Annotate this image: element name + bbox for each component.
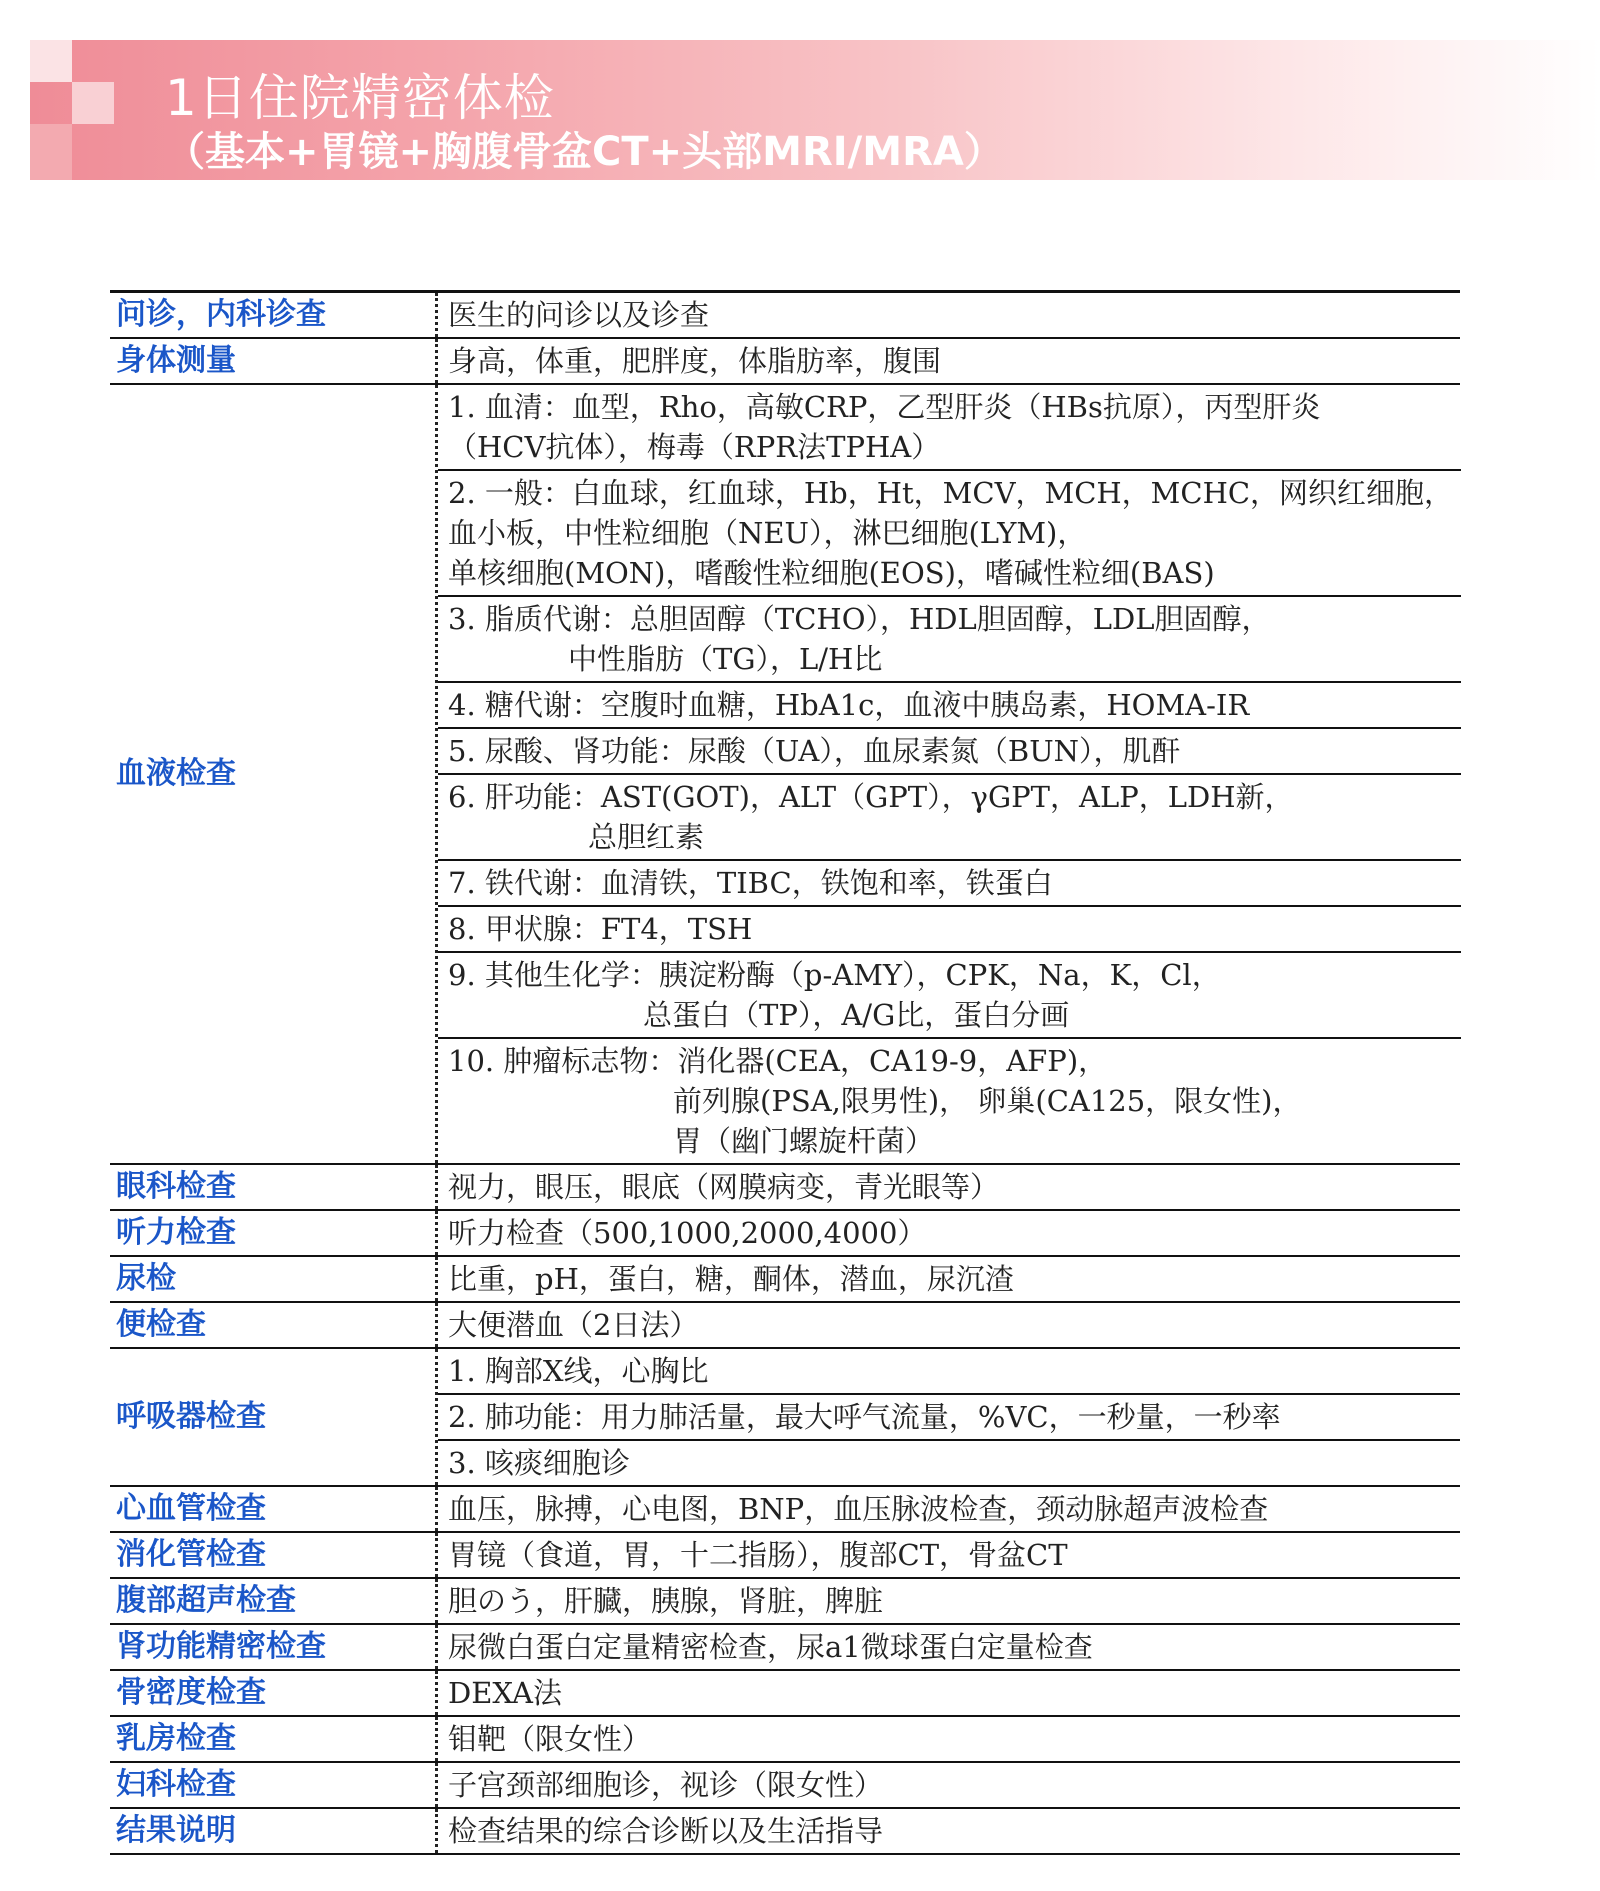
decor-square: [30, 40, 72, 82]
table-row: [110, 1763, 1460, 1809]
item-line: 3. 脂质代谢：总胆固醇（TCHO），HDL胆固醇，LDL胆固醇，: [448, 602, 1271, 636]
row-value: 血压，脉搏，心电图，BNP，血压脉波检查，颈动脉超声波检查: [448, 1492, 1269, 1526]
category-label: 骨密度检查: [110, 1671, 438, 1715]
row-value: 子宫颈部细胞诊，视诊（限女性）: [448, 1768, 884, 1802]
list-item: [438, 385, 1461, 471]
table-row: [110, 1303, 1460, 1349]
category-label: 身体测量: [110, 339, 438, 383]
item-line: 3. 咳痰细胞诊: [448, 1446, 630, 1480]
category-label: 腹部超声检查: [110, 1579, 438, 1623]
row-value: 比重，pH，蛋白，糖，酮体，潜血，尿沉渣: [448, 1262, 1014, 1296]
row-value: 检查结果的综合诊断以及生活指导: [448, 1814, 884, 1848]
table-row: [110, 385, 1460, 1165]
item-line: （HCV抗体），梅毒（RPR法TPHA）: [448, 430, 941, 464]
table-row: [110, 1165, 1460, 1211]
item-line: 总蛋白（TP），A/G比，蛋白分画: [643, 998, 1070, 1032]
item-list: [438, 1349, 1460, 1485]
list-item: [438, 683, 1461, 729]
table-row: [110, 339, 1460, 385]
table-row: [110, 1625, 1460, 1671]
list-item: [438, 861, 1461, 907]
row-value: 视力，眼压，眼底（网膜病变，青光眼等）: [448, 1170, 1000, 1204]
category-label: 肾功能精密检查: [110, 1625, 438, 1669]
row-value: 身高，体重，肥胖度，体脂肪率，腹围: [448, 344, 942, 378]
list-item: [438, 775, 1461, 861]
category-label: 听力检查: [110, 1211, 438, 1255]
category-label: 血液检查: [110, 385, 438, 1163]
category-label: 便检查: [110, 1303, 438, 1347]
item-line: 单核细胞(MON)，嗜酸性粒细胞(EOS)，嗜碱性粒细(BAS): [448, 556, 1215, 590]
page-subtitle: （基本+胃镜+胸腹骨盆CT+头部MRI/MRA）: [165, 129, 1004, 175]
row-value: DEXA法: [448, 1676, 562, 1710]
item-line: 血小板，中性粒细胞（NEU），淋巴细胞(LYM)，: [448, 516, 1087, 550]
list-item: [438, 597, 1461, 683]
list-item: [438, 471, 1461, 597]
category-label: 问诊，内科诊查: [110, 293, 438, 337]
category-label: 尿检: [110, 1257, 438, 1301]
item-line: 6. 肝功能：AST(GOT)，ALT（GPT），γGPT，ALP，LDH新，: [448, 780, 1294, 814]
list-item: [438, 907, 1461, 953]
header-banner: [30, 40, 1600, 180]
page-title: 1日住院精密体检: [165, 69, 555, 127]
row-value: 胆のう，肝臓，胰腺，肾脏，脾脏: [448, 1584, 884, 1618]
category-label: 呼吸器检查: [110, 1349, 438, 1485]
item-line: 中性脂肪（TG），L/H比: [568, 642, 883, 676]
table-row: [110, 1257, 1460, 1303]
exam-table: [110, 290, 1460, 1855]
item-line: 4. 糖代谢：空腹时血糖，HbA1c，血液中胰岛素，HOMA-IR: [448, 688, 1250, 722]
item-line: 9. 其他生化学：胰淀粉酶（p-AMY），CPK，Na，K，Cl，: [448, 958, 1221, 992]
list-item: [438, 1039, 1461, 1163]
list-item: [438, 1349, 1460, 1395]
item-line: 8. 甲状腺：FT4，TSH: [448, 912, 753, 946]
category-label: 结果说明: [110, 1809, 438, 1853]
table-row: [110, 1487, 1460, 1533]
decor-square: [72, 82, 114, 124]
table-row: [110, 1211, 1460, 1257]
row-value: 听力检查（500,1000,2000,4000）: [448, 1216, 927, 1250]
item-line: 10. 肿瘤标志物：消化器(CEA，CA19-9，AFP)，: [448, 1044, 1108, 1078]
table-row: [110, 1671, 1460, 1717]
item-line: 胃（幽门螺旋杆菌）: [673, 1124, 935, 1158]
item-line: 7. 铁代谢：血清铁，TIBC，铁饱和率，铁蛋白: [448, 866, 1053, 900]
list-item: [438, 953, 1461, 1039]
category-label: 眼科检查: [110, 1165, 438, 1209]
item-line: 前列腺(PSA,限男性)， 卵巢(CA125，限女性)，: [673, 1084, 1302, 1118]
row-value: 医生的问诊以及诊查: [448, 298, 710, 332]
table-row: [110, 1533, 1460, 1579]
row-value: 胃镜（食道，胃，十二指肠），腹部CT，骨盆CT: [448, 1538, 1068, 1572]
row-value: 大便潜血（2日法）: [448, 1308, 699, 1342]
list-item: [438, 1395, 1460, 1441]
item-line: 1. 胸部X线，心胸比: [448, 1354, 709, 1388]
table-row: [110, 1717, 1460, 1763]
item-line: 1. 血清：血型，Rho，高敏CRP，乙型肝炎（HBs抗原），丙型肝炎: [448, 390, 1321, 424]
category-label: 妇科检查: [110, 1763, 438, 1807]
item-line: 5. 尿酸、肾功能：尿酸（UA），血尿素氮（BUN），肌酐: [448, 734, 1181, 768]
table-row: [110, 1809, 1460, 1855]
category-label: 消化管检查: [110, 1533, 438, 1577]
row-value: 钼靶（限女性）: [448, 1722, 652, 1756]
category-label: 乳房检查: [110, 1717, 438, 1761]
decor-square: [30, 124, 72, 180]
item-line: 总胆红素: [588, 820, 705, 854]
category-label: 心血管检查: [110, 1487, 438, 1531]
item-line: 2. 一般：白血球，红血球，Hb，Ht，MCV，MCH，MCHC，网织红细胞，: [448, 476, 1454, 510]
item-line: 2. 肺功能：用力肺活量，最大呼气流量，%VC，一秒量，一秒率: [448, 1400, 1281, 1434]
table-row: [110, 1349, 1460, 1487]
table-row: [110, 293, 1460, 339]
item-list: [438, 385, 1461, 1163]
list-item: [438, 729, 1461, 775]
list-item: [438, 1441, 1460, 1485]
row-value: 尿微白蛋白定量精密检查，尿a1微球蛋白定量检查: [448, 1630, 1093, 1664]
table-row: [110, 1579, 1460, 1625]
